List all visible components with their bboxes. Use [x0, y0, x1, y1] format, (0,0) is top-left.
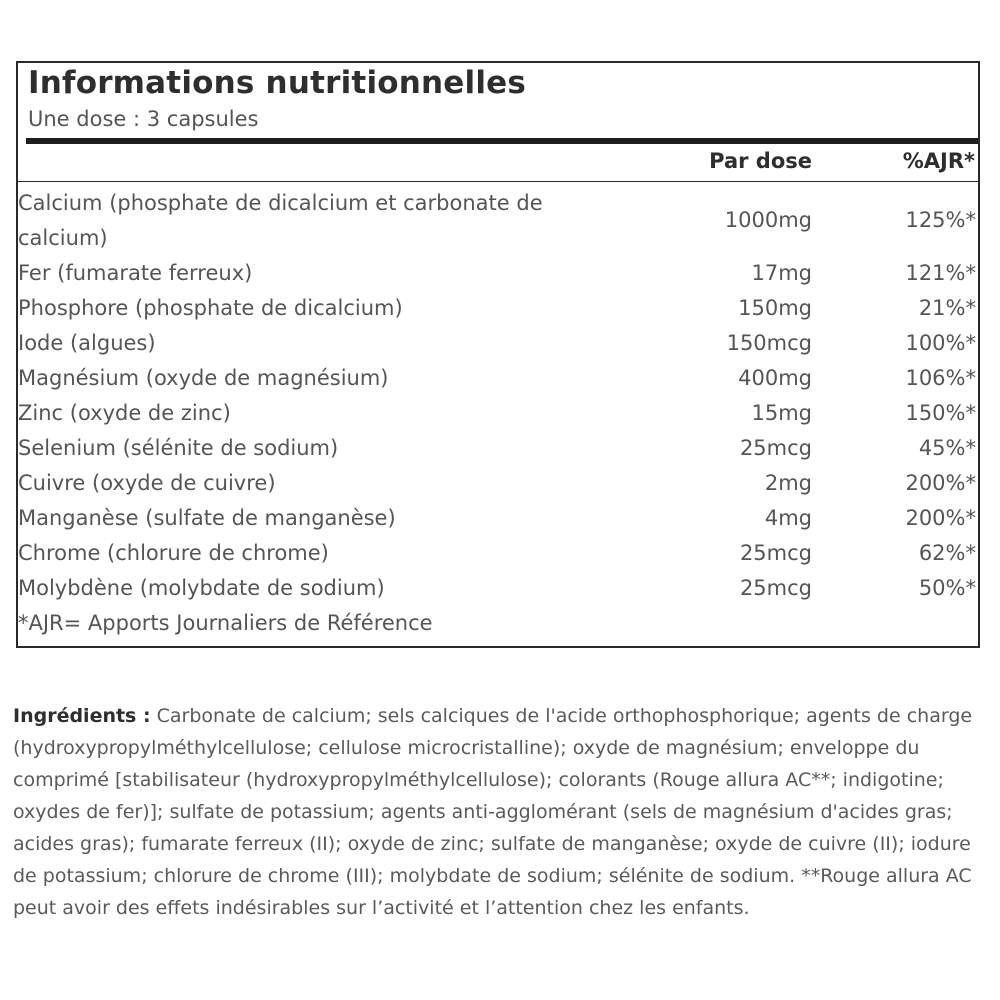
dose-value: 150mcg: [726, 331, 812, 355]
ajr-value: 50%*: [918, 576, 976, 600]
ajr-value: 21%*: [918, 296, 976, 320]
ajr-value: 150%*: [905, 401, 976, 425]
nutrient-name: Zinc (oxyde de zinc): [18, 401, 231, 425]
table-row: [18, 359, 978, 394]
ajr-value: 62%*: [918, 541, 976, 565]
ingredients-paragraph: [13, 700, 991, 924]
nutrient-name: Selenium (sélénite de sodium): [18, 436, 339, 460]
dose-value: 150mg: [738, 296, 812, 320]
panel-title: Informations nutritionnelles: [28, 65, 527, 101]
nutrient-name: Cuivre (oxyde de cuivre): [18, 471, 276, 495]
table-row: [18, 254, 978, 289]
ajr-value: 200%*: [905, 471, 976, 495]
ajr-value: 100%*: [905, 331, 976, 355]
ingredients-label: Ingrédients :: [13, 705, 151, 727]
dose-value: 25mcg: [739, 541, 812, 565]
dose-value: 1000mg: [724, 208, 812, 232]
serving-size: Une dose : 3 capsules: [28, 107, 259, 131]
dose-value: 400mg: [738, 366, 812, 390]
nutrient-table: [18, 184, 978, 604]
table-row: [18, 569, 978, 604]
column-header-dose: Par dose: [709, 149, 812, 173]
table-row: [18, 394, 978, 429]
ajr-value: 106%*: [905, 366, 976, 390]
ajr-footnote: *AJR= Apports Journaliers de Référence: [18, 611, 433, 635]
ajr-value: 45%*: [918, 436, 976, 460]
ajr-value: 125%*: [905, 208, 976, 232]
table-row: [18, 499, 978, 534]
nutrient-name: Iode (algues): [18, 331, 156, 355]
column-header-ajr: %AJR*: [902, 149, 975, 173]
dose-value: 17mg: [751, 261, 812, 285]
nutrient-name: Fer (fumarate ferreux): [18, 261, 253, 285]
thick-divider: [26, 138, 978, 144]
nutrient-name: Calcium (phosphate de dicalcium et carbonate de calcium): [18, 191, 543, 250]
table-row: [18, 184, 978, 254]
nutrient-name: Manganèse (sulfate de manganèse): [18, 506, 396, 530]
table-row: [18, 534, 978, 569]
nutrient-name: Magnésium (oxyde de magnésium): [18, 366, 389, 390]
table-row: [18, 429, 978, 464]
ajr-value: 121%*: [905, 261, 976, 285]
dose-value: 4mg: [764, 506, 812, 530]
dose-value: 2mg: [764, 471, 812, 495]
header-divider: [18, 181, 978, 182]
nutrient-name: Molybdène (molybdate de sodium): [18, 576, 385, 600]
dose-value: 25mcg: [739, 436, 812, 460]
table-row: [18, 324, 978, 359]
ingredients-text: Carbonate de calcium; sels calciques de l'acide orthophosphorique; agents de charge (hydroxypropylméthylcellulose; cellulose microcristalline); oxyde de magnésium; enveloppe du comprimé [stabilisateur (hydroxypropylméthylcellulose); colorants (Rouge allura AC**; indigotine; oxydes de fer)]; sulfate de potassium; agents anti-agglomérant (sels de magnésium d'acides gras; acides gras); fumarate ferreux (II); oxyde de zinc; sulfate de manganèse; oxyde de cuivre (II); iodure de potassium; chlorure de chrome (III); molybdate de sodium; sélénite de sodium. **Rouge allura AC peut avoir des effets indésirables sur l’activité et l’attention chez les enfants.: [13, 705, 973, 919]
table-row: [18, 289, 978, 324]
dose-value: 15mg: [751, 401, 812, 425]
dose-value: 25mcg: [739, 576, 812, 600]
table-row: [18, 464, 978, 499]
nutrient-name: Chrome (chlorure de chrome): [18, 541, 329, 565]
ajr-value: 200%*: [905, 506, 976, 530]
nutrient-name: Phosphore (phosphate de dicalcium): [18, 296, 403, 320]
nutrition-facts-panel: [16, 61, 980, 648]
